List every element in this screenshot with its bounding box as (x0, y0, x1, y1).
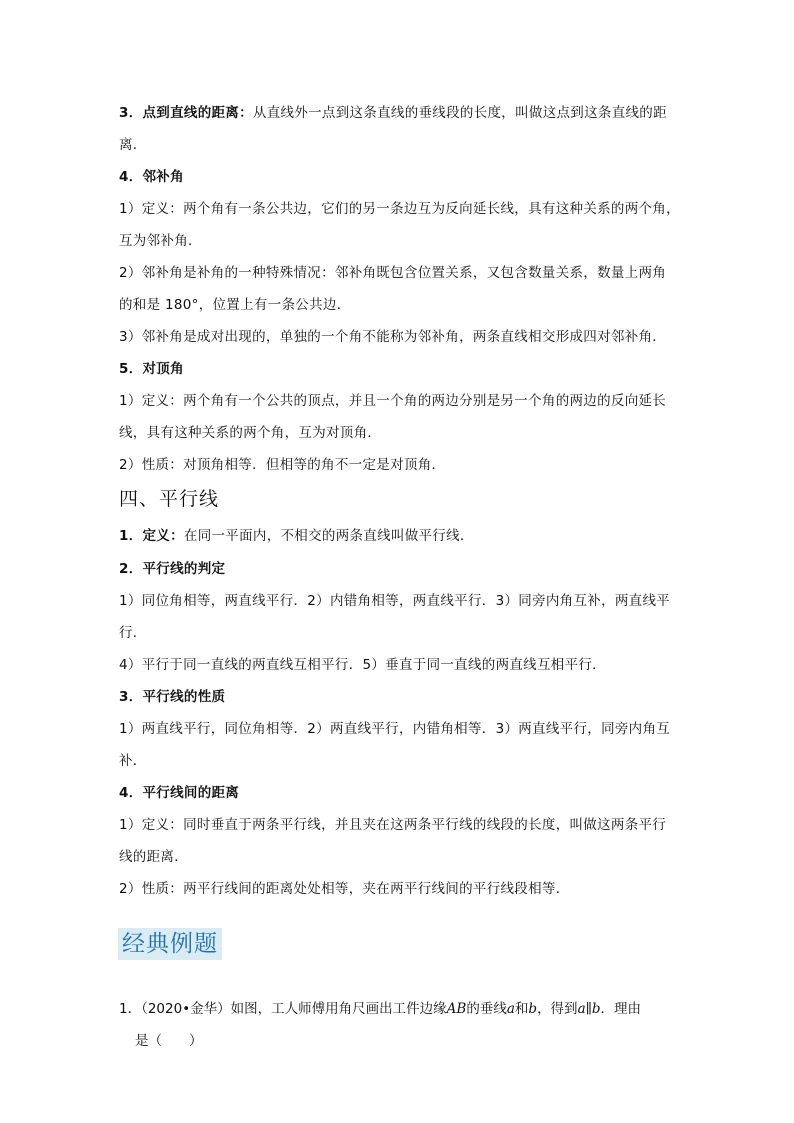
text-line: 2）邻补角是补角的一种特殊情况：邻补角既包含位置关系，又包含数量关系，数量上两角 (119, 265, 667, 281)
text-line: 离． (119, 137, 147, 153)
text-line: 互为邻补角． (119, 233, 202, 249)
text-line: 3）邻补角是成对出现的，单独的一个角不能称为邻补角，两条直线相交形成四对邻补角． (119, 329, 667, 345)
question-1: 1．（2020•金华）如图，工人师傅用角尺画出工件边缘AB的垂线a和b，得到a∥b．理由 (119, 1001, 641, 1017)
question-1-continuation: 是（ ） (135, 1033, 203, 1049)
text-line: 2）性质：两平行线间的距离处处相等，夹在两平行线间的平行线段相等． (119, 881, 570, 897)
text-line: 的和是 180°，位置上有一条公共边． (119, 297, 351, 313)
parallel-distance-heading: 4．平行线间的距离 (119, 785, 240, 801)
text-line: 1）定义：两个角有一条公共边，它们的另一条边互为反向延长线，具有这种关系的两个角， (119, 201, 680, 217)
vertical-angles-heading: 5．对顶角 (119, 361, 184, 377)
text-line: 2）性质：对顶角相等．但相等的角不一定是对顶角． (119, 457, 446, 473)
point-line-distance-heading: 3．点到直线的距离：从直线外一点到这条直线的垂线段的长度，叫做这点到这条直线的距 (119, 105, 667, 121)
text-line: 1）定义：两个角有一个公共的顶点，并且一个角的两边分别是另一个角的两边的反向延长 (119, 393, 667, 409)
text-line: 线的距离． (119, 849, 188, 865)
text-line: 1）同位角相等，两直线平行．2）内错角相等，两直线平行．3）同旁内角互补，两直线平 (119, 593, 671, 609)
section-title-parallel-lines: 四、平行线 (119, 488, 220, 510)
text-line: 1）定义：同时垂直于两条平行线，并且夹在这两条平行线的线段的长度，叫做这两条平行 (119, 817, 667, 833)
parallel-properties-heading: 3．平行线的性质 (119, 689, 226, 705)
parallel-criteria-heading: 2．平行线的判定 (119, 561, 226, 577)
text-line: 补． (119, 753, 147, 769)
text-line: 行． (119, 625, 147, 641)
text-line: 线，具有这种关系的两个角，互为对顶角． (119, 425, 382, 441)
adjacent-supplementary-heading: 4．邻补角 (119, 169, 184, 185)
text-line: 1）两直线平行，同位角相等．2）两直线平行，内错角相等．3）两直线平行，同旁内角互 (119, 721, 671, 737)
text-line: 4）平行于同一直线的两直线互相平行．5）垂直于同一直线的两直线互相平行． (119, 657, 606, 673)
parallel-definition: 1．定义：在同一平面内，不相交的两条直线叫做平行线． (119, 528, 474, 544)
classic-examples-banner: 经典例题 (118, 928, 222, 960)
